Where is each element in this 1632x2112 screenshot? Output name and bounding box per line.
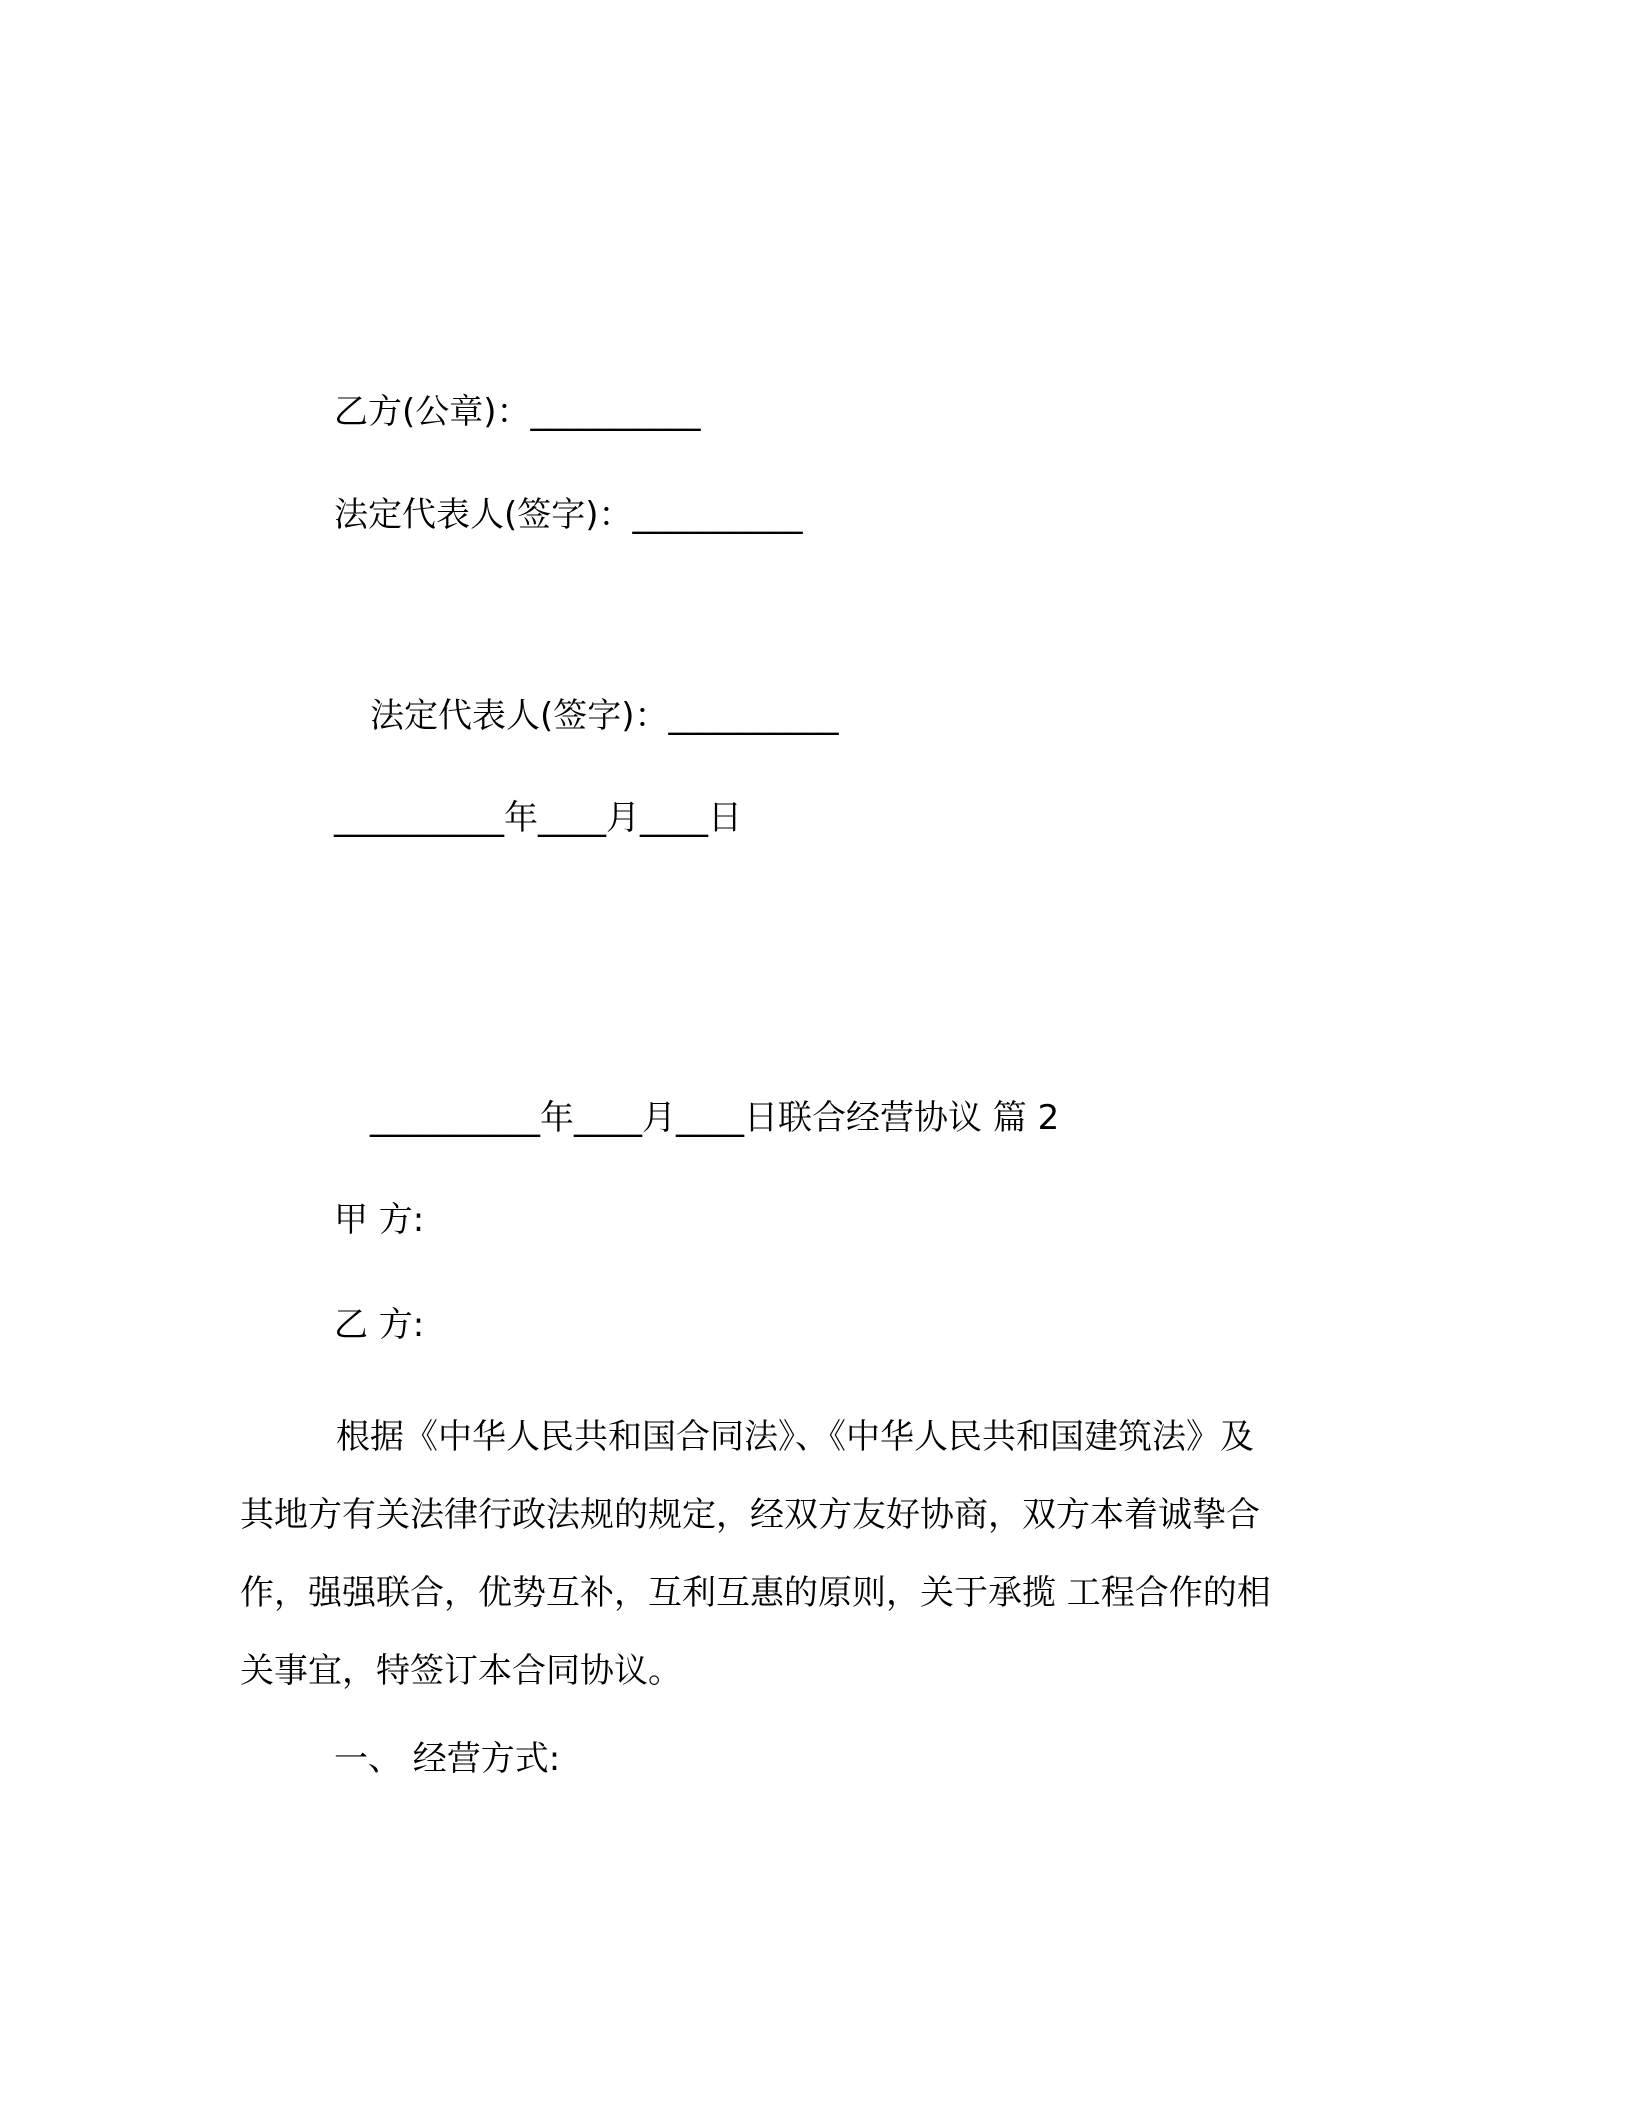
section-heading: 一、 经营方式: (334, 1739, 561, 1779)
preamble-line: 作，强强联合，优势互补，互利互惠的原则，关于承揽 工程合作的相 (240, 1573, 1271, 1613)
legal-representative-signature-line-2: 法定代表人(签字)：__________ (370, 696, 839, 736)
agreement-title: __________年____月____日联合经营协议 篇 2 (370, 1098, 1060, 1138)
preamble-line: 关事宜，特签订本合同协议。 (240, 1651, 682, 1691)
preamble-line: 其地方有关法律行政法规的规定，经双方友好协商，双方本着诚挚合 (240, 1495, 1260, 1535)
party-b-seal-line: 乙方(公章)：__________ (334, 392, 701, 432)
signature-date-line: __________年____月____日 (334, 798, 742, 838)
party-a-label: 甲 方: (334, 1200, 425, 1240)
party-b-label: 乙 方: (334, 1305, 425, 1345)
legal-representative-signature-line: 法定代表人(签字)：__________ (334, 495, 803, 535)
preamble-line: 根据《中华人民共和国合同法》、《中华人民共和国建筑法》及 (336, 1417, 1254, 1457)
preamble-paragraph (240, 1398, 1400, 1710)
